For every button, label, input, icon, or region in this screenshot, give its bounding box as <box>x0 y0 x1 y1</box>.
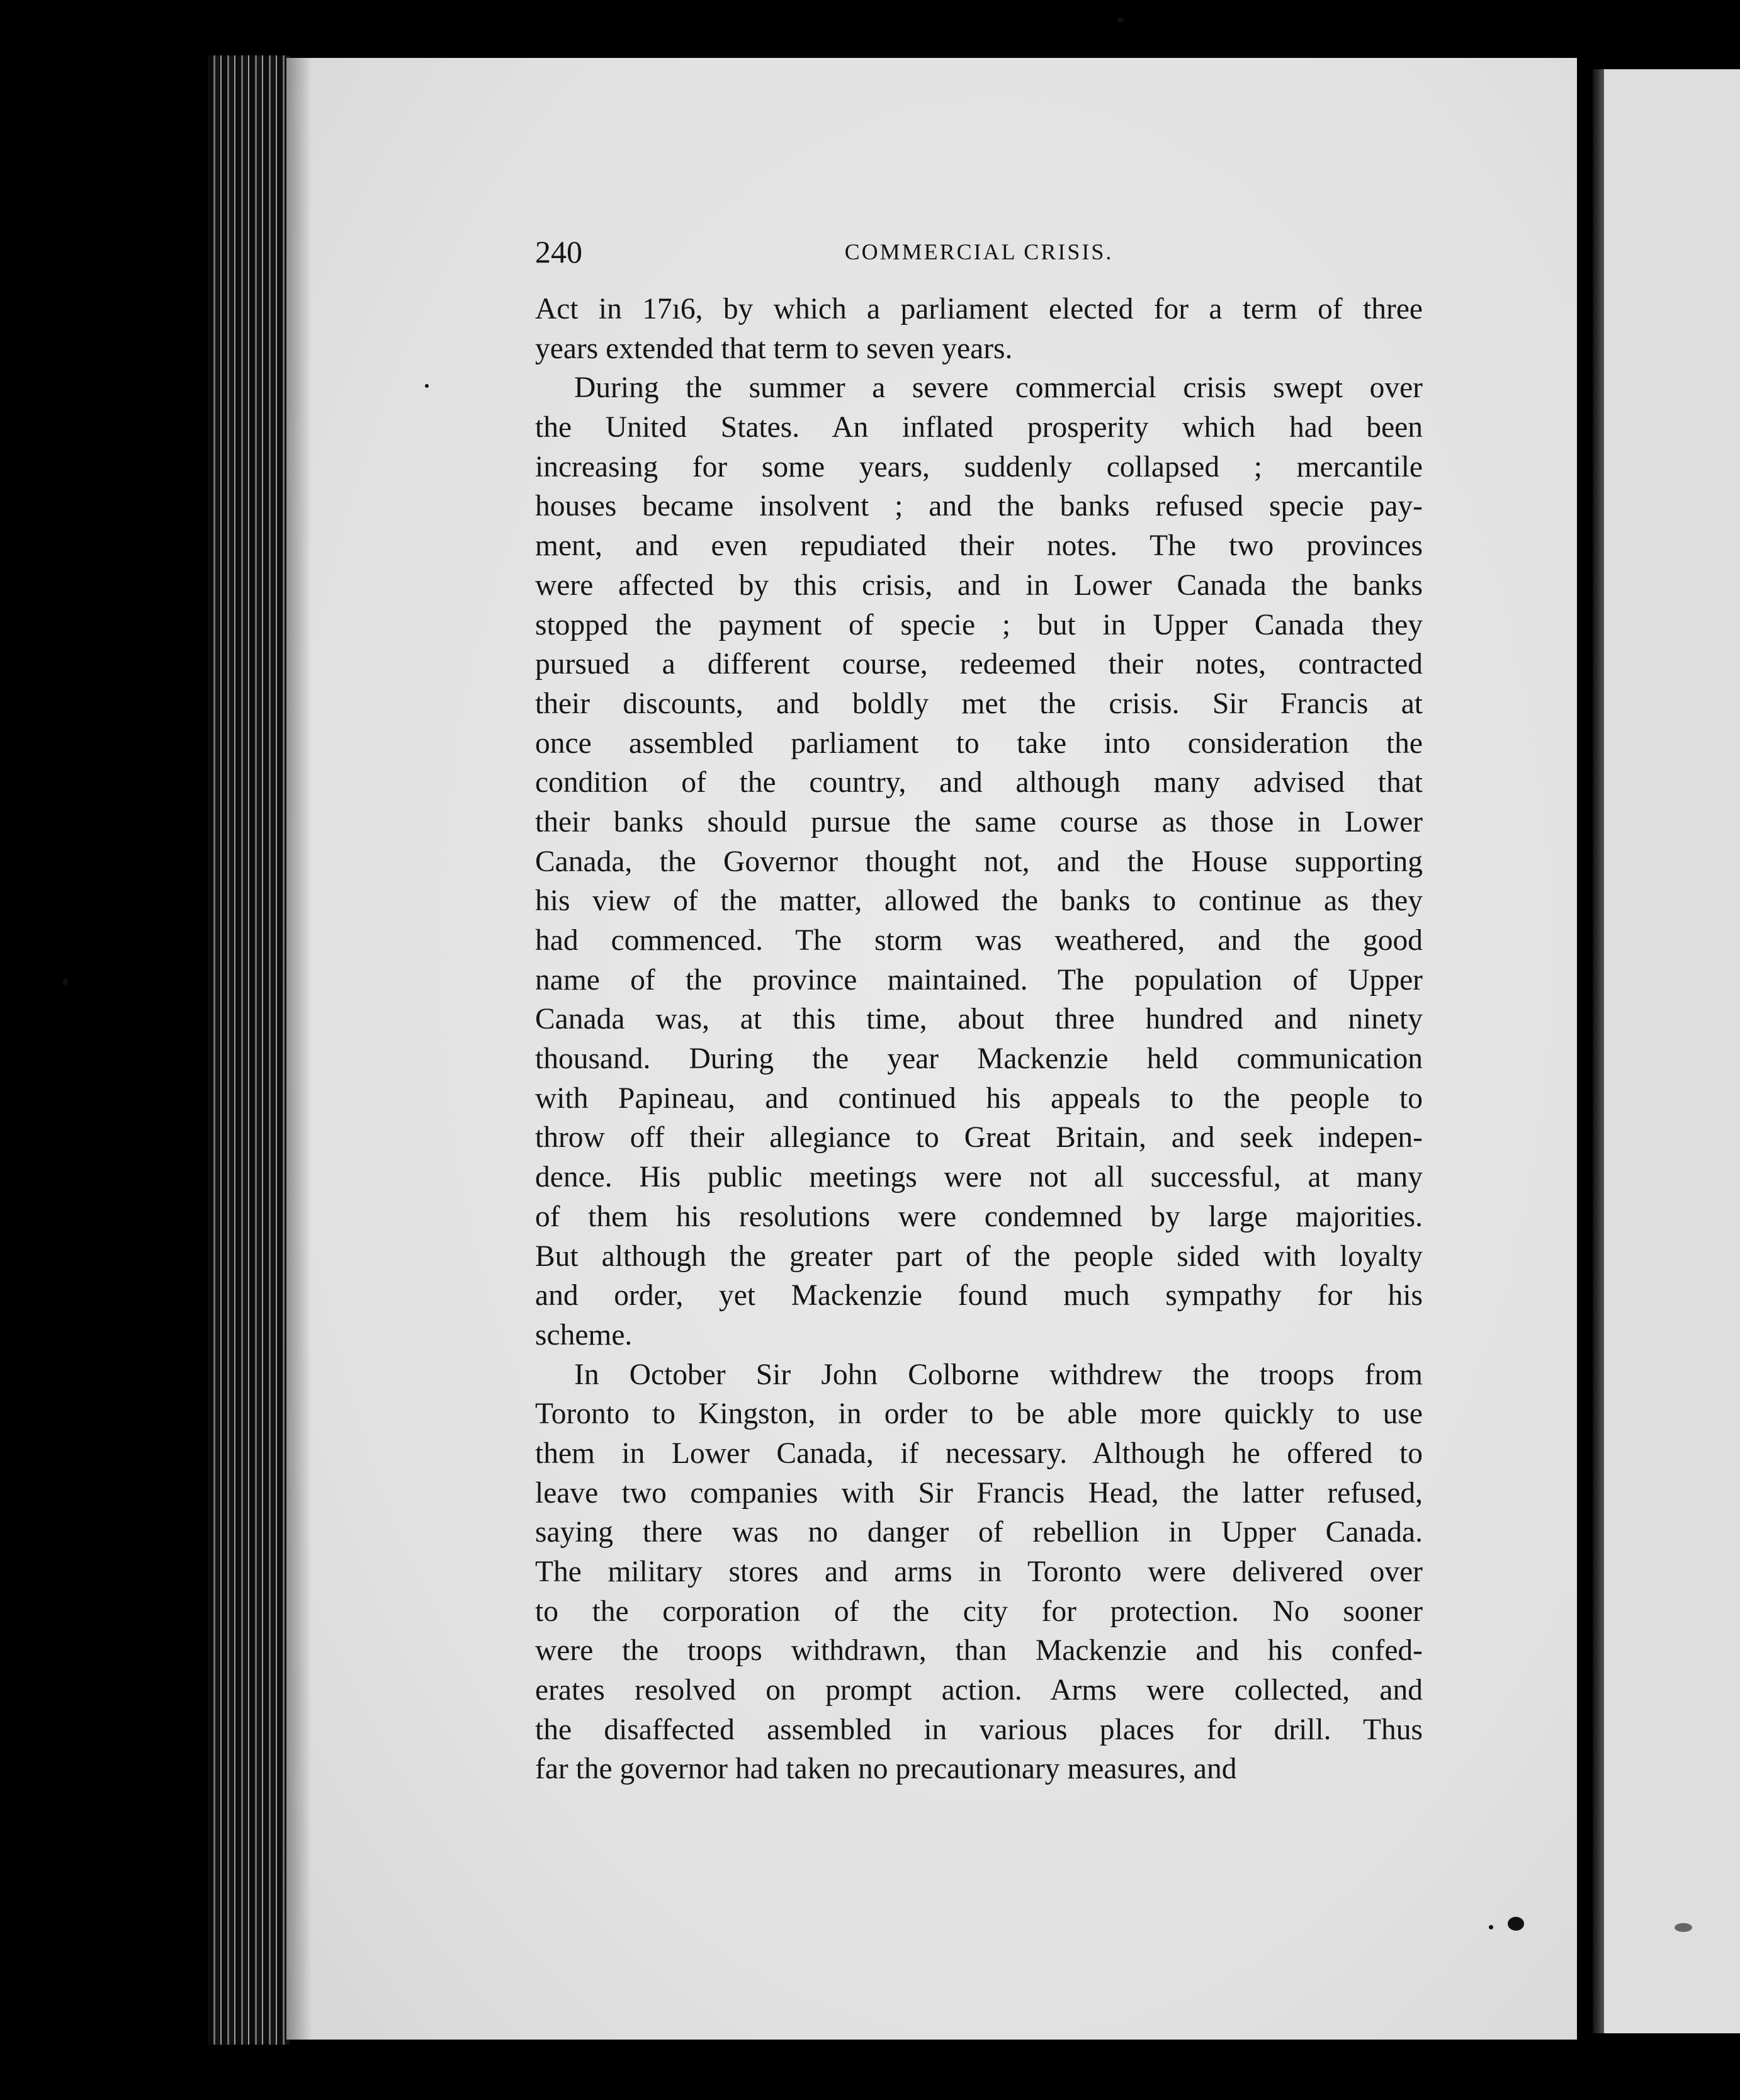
book-spine-edges <box>208 55 290 2045</box>
text-line: Toronto to Kingston, in order to be able more quickly to use <box>535 1397 1423 1431</box>
text-line: their discounts, and boldly met the crisis. Sir Francis at <box>535 687 1423 720</box>
text-line: had commenced. The storm was weathered, and the good <box>535 924 1423 957</box>
text-line: of them his resolutions were condemned by large majorities. <box>535 1200 1423 1233</box>
text-line: with Papineau, and continued his appeals to the people to <box>535 1081 1423 1115</box>
text-line: Canada was, at this time, about three hundred and ninety <box>535 1003 1423 1036</box>
text-line: But although the greater part of the people sided with loyalty <box>535 1239 1423 1273</box>
text-line: his view of the matter, allowed the banks to continue as they <box>535 884 1423 918</box>
text-line: stopped the payment of specie ; but in Upper Canada they <box>535 608 1423 641</box>
text-line: to the corporation of the city for protection. No sooner <box>535 1595 1423 1628</box>
text-line: far the governor had taken no precautionary measures, and <box>535 1753 1237 1786</box>
text-line: throw off their allegiance to Great Britain, and seek indepen- <box>535 1121 1423 1154</box>
gutter-shadow <box>286 58 312 2040</box>
text-line: condition of the country, and although many advised that <box>535 766 1423 799</box>
paragraph <box>535 1355 1423 1790</box>
text-line: years extended that term to seven years. <box>535 332 1013 365</box>
page-number: 240 <box>535 234 582 269</box>
text-line: In October Sir John Colborne withdrew the troops from <box>574 1358 1423 1391</box>
page-header <box>535 230 1423 274</box>
facing-page-edge <box>1593 69 1740 2033</box>
text-line: The military stores and arms in Toronto were delivered over <box>535 1555 1423 1588</box>
text-line: were the troops withdrawn, than Mackenzie and his confed- <box>535 1634 1423 1668</box>
body-text <box>535 290 1423 1789</box>
running-head: COMMERCIAL CRISIS. <box>844 239 1114 264</box>
text-line: ment, and even repudiated their notes. The two provinces <box>535 529 1423 563</box>
text-line: were affected by this crisis, and in Lower Canada the banks <box>535 568 1423 602</box>
text-line: once assembled parliament to take into consideration the <box>535 726 1423 760</box>
text-line: and order, yet Mackenzie found much sympathy for his <box>535 1279 1423 1312</box>
text-line: their banks should pursue the same course as those in Lower <box>535 805 1423 838</box>
text-line: dence. His public meetings were not all successful, at many <box>535 1161 1423 1194</box>
text-line: thousand. During the year Mackenzie held communication <box>535 1042 1423 1076</box>
text-line: During the summer a severe commercial crisis swept over <box>574 371 1423 405</box>
text-line: saying there was no danger of rebellion in Upper Canada. <box>535 1516 1423 1549</box>
text-line: name of the province maintained. The population of Upper <box>535 963 1423 996</box>
text-line: scheme. <box>535 1318 633 1352</box>
text-line: houses became insolvent ; and the banks refused specie pay- <box>535 490 1423 523</box>
text-line: increasing for some years, suddenly collapsed ; mercantile <box>535 450 1423 483</box>
text-line: erates resolved on prompt action. Arms were collected, and <box>535 1674 1423 1707</box>
text-line: pursued a different course, redeemed their notes, contracted <box>535 648 1423 681</box>
text-line: the disaffected assembled in various places for drill. Thus <box>535 1713 1423 1746</box>
text-line: Act in 17ı6, by which a parliament elected for a term of three <box>535 293 1423 325</box>
text-line: leave two companies with Sir Francis Head, the latter refused, <box>535 1476 1423 1510</box>
text-line: Canada, the Governor thought not, and the House supporting <box>535 845 1423 878</box>
paragraph <box>535 290 1423 368</box>
paragraph <box>535 368 1423 1355</box>
text-line: the United States. An inflated prosperity which had been <box>535 411 1423 444</box>
text-line: them in Lower Canada, if necessary. Although he offered to <box>535 1437 1423 1470</box>
